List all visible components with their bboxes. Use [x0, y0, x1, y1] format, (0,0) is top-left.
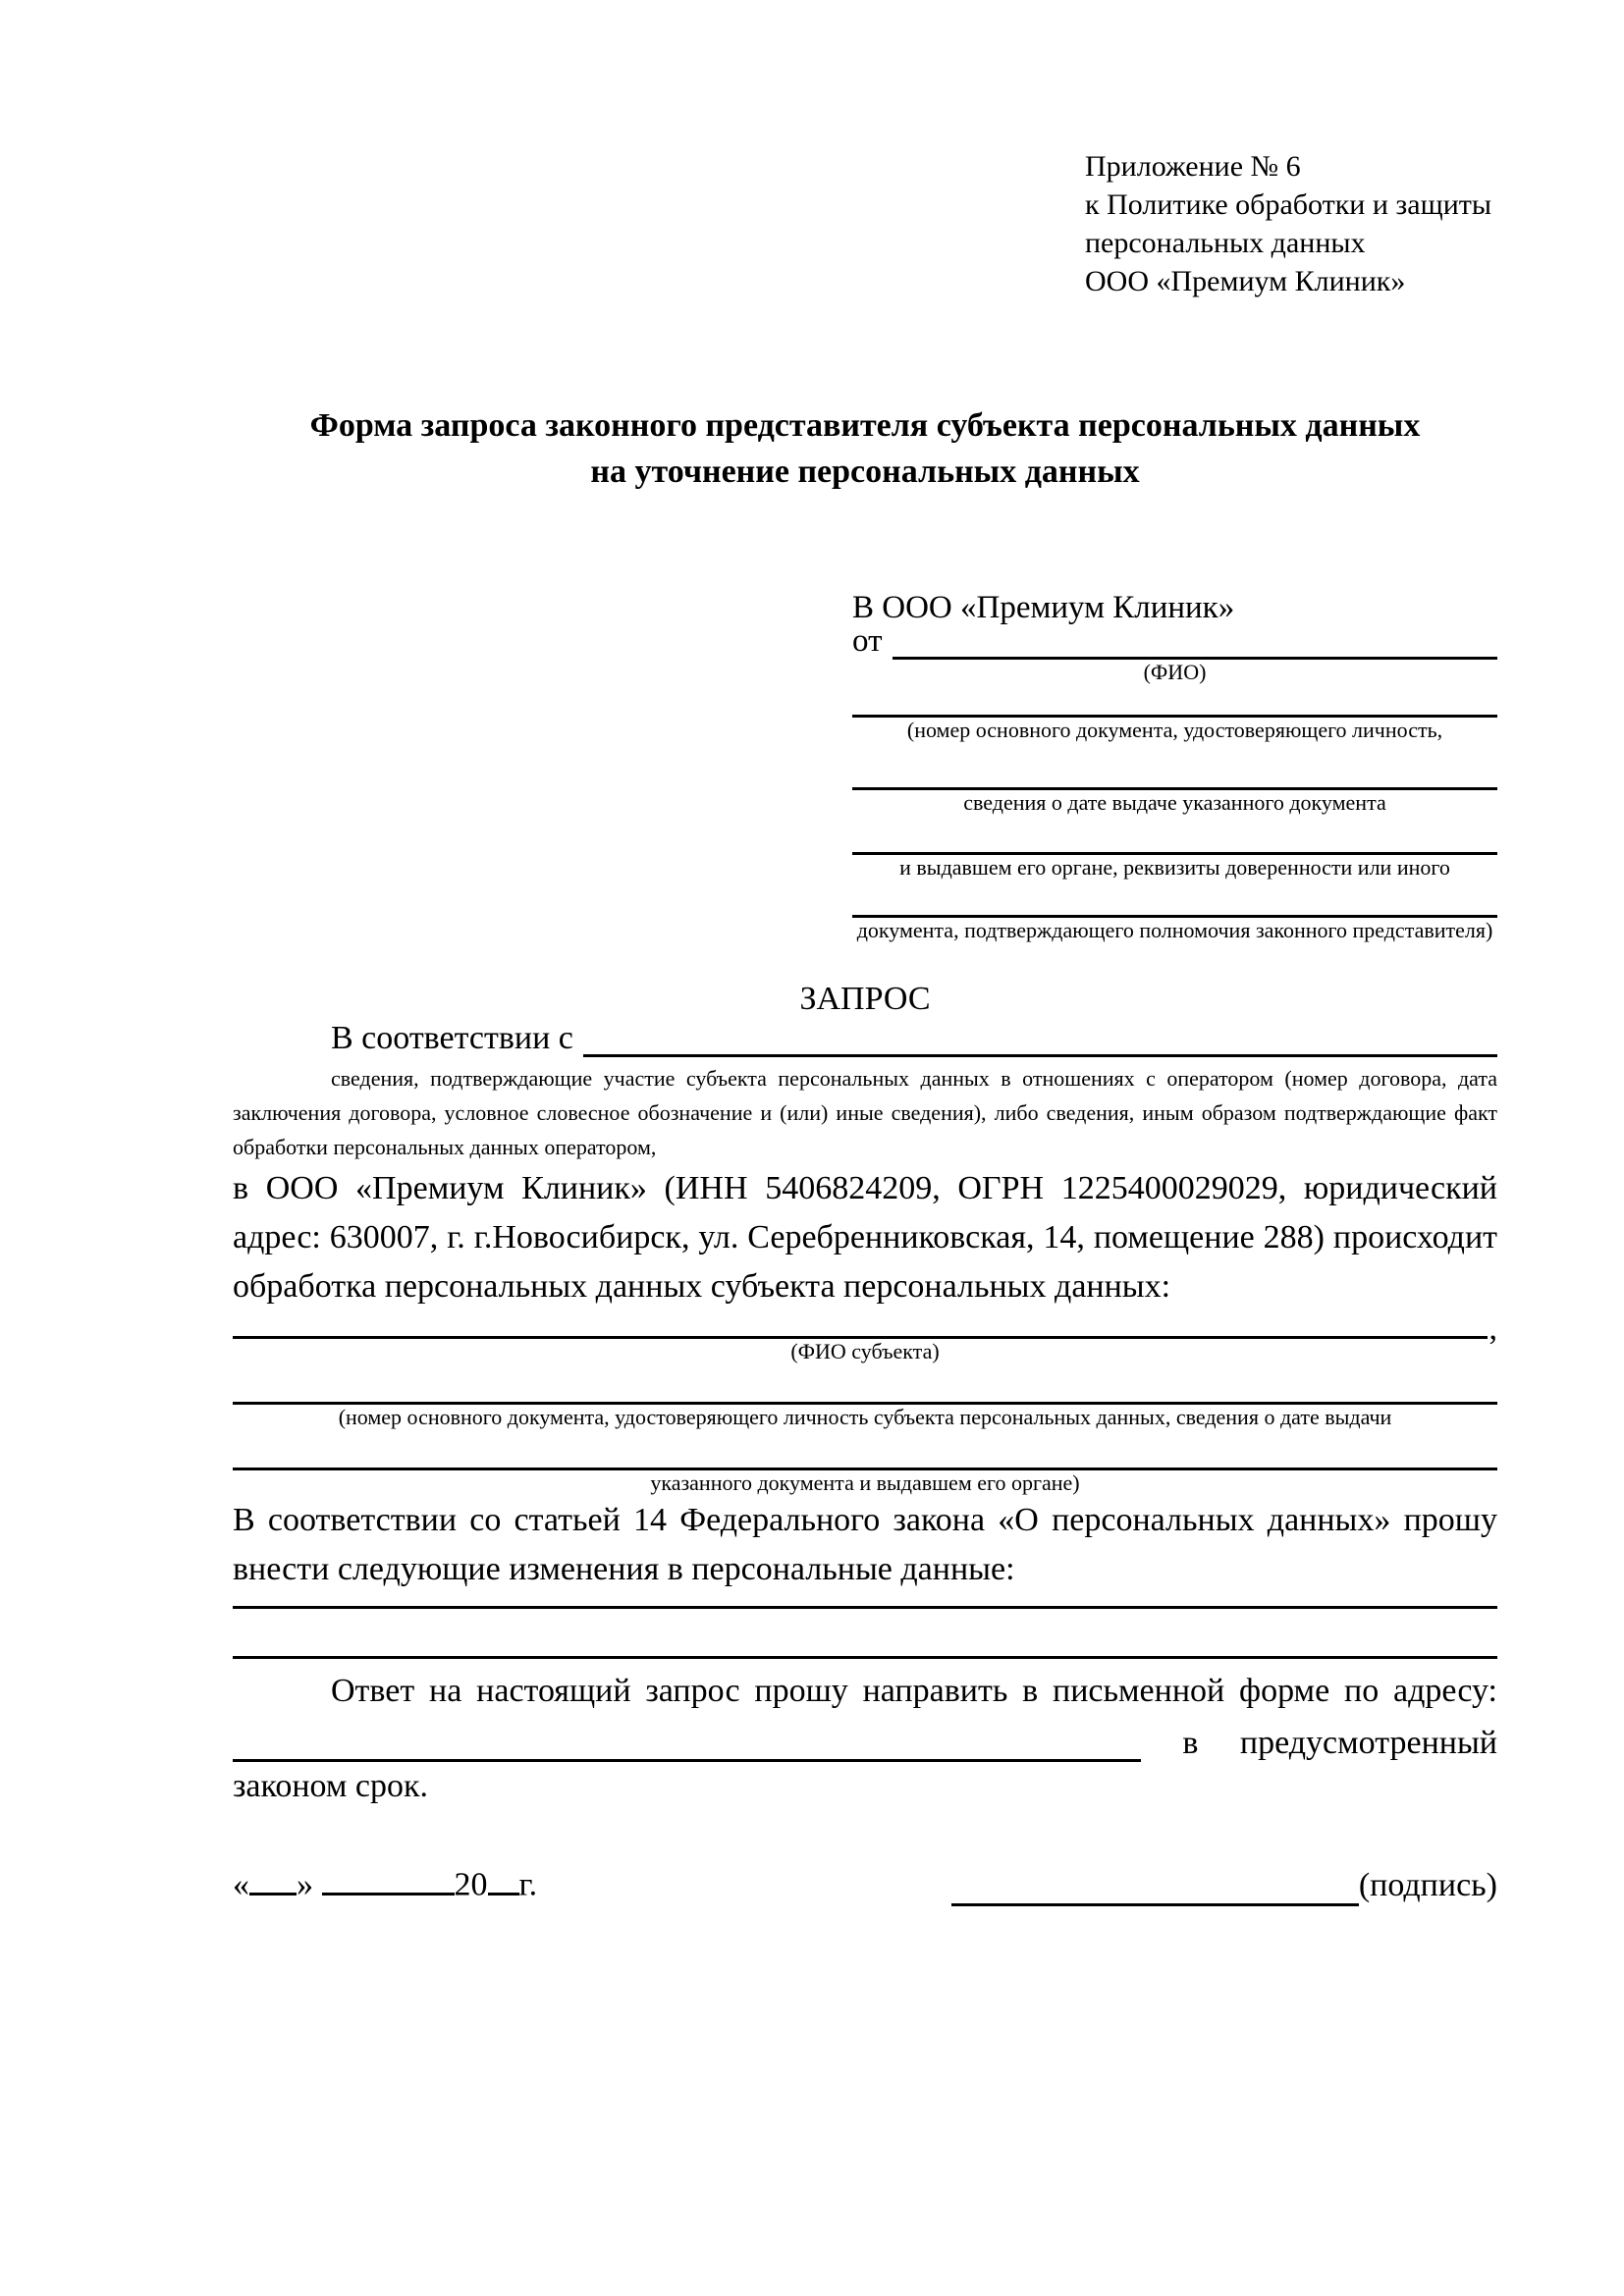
footnote-text: сведения, подтверждающие участие субъекта персональных данных в отношениях с оператором (номер договора, дата заключения договора, условное словесное обозначение и (или) иные сведения), либо сведения, иным образом подтверждающие факт обработки персональных данных оператором, — [233, 1066, 1497, 1159]
date-year-suffix: г. — [518, 1866, 538, 1903]
intro-blank-line — [583, 1054, 1497, 1057]
caption-issuing-authority: и выдавшем его органе, реквизиты доверенности или иного — [899, 855, 1450, 880]
addressee-block — [852, 587, 1497, 943]
article-paragraph: В соответствии со статьей 14 Федерального закона «О персональных данных» прошу внести следующие изменения в персональные данные: — [233, 1502, 1497, 1587]
subject-doc-blank-line-2 — [233, 1430, 1497, 1470]
from-row — [852, 623, 1497, 660]
date-signature-row — [233, 1862, 1497, 1906]
changes-blank-line-2 — [233, 1609, 1497, 1659]
signature-blank-line — [951, 1874, 1359, 1906]
intro-label: В соответствии с — [331, 1020, 573, 1056]
appendix-note — [1085, 147, 1497, 300]
blank-line-issue-date — [852, 743, 1497, 790]
appendix-line-4: ООО «Премиум Клиник» — [1085, 265, 1406, 297]
operator-paragraph: в ООО «Премиум Клиник» (ИНН 5406824209, ОГРН 1225400029029, юридический адрес: 630007, г. г.Новосибирск, ул. Серебренниковская, 14, помещение 288) происходит обработка персональных данных субъекта персональных данных: — [233, 1170, 1497, 1305]
appendix-line-2: к Политике обработки и защиты — [1085, 188, 1492, 221]
caption-subject-fio: (ФИО субъекта) — [790, 1339, 940, 1363]
title-line-2: на уточнение персональных данных — [590, 454, 1140, 490]
answer-word-predusmotrenny: предусмотренный — [1239, 1725, 1497, 1761]
blank-line-issuing-authority — [852, 816, 1497, 855]
appendix-line-1: Приложение № 6 — [1085, 150, 1301, 183]
intro-row — [233, 1022, 1497, 1057]
answer-address-blank-line — [233, 1730, 1141, 1762]
date-line — [233, 1862, 537, 1906]
date-open-quote: « — [233, 1866, 249, 1903]
blank-line-doc-number — [852, 685, 1497, 718]
subject-doc-blank-line-1 — [233, 1364, 1497, 1405]
appendix-line-3: персональных данных — [1085, 227, 1366, 259]
blank-line-authority-doc — [852, 881, 1497, 918]
subject-comma: , — [1489, 1310, 1497, 1347]
signature-caption: (подпись) — [1358, 1866, 1497, 1903]
request-heading: ЗАПРОС — [799, 981, 931, 1017]
from-label: от — [852, 623, 883, 659]
title-line-1: Форма запроса законного представителя субъекта персональных данных — [309, 407, 1421, 444]
answer-line-3: законом срок. — [233, 1768, 428, 1804]
addressee-org: В ООО «Премиум Клиник» — [852, 590, 1235, 625]
answer-line-2 — [233, 1716, 1497, 1762]
subject-fio-row — [233, 1310, 1497, 1347]
date-close-quote: » — [297, 1866, 313, 1903]
caption-doc-number: (номер основного документа, удостоверяющего личность, — [906, 718, 1443, 742]
caption-issue-date: сведения о дате выдаче указанного документа — [963, 790, 1386, 815]
answer-word-v: в — [1182, 1725, 1199, 1761]
answer-line-1: Ответ на настоящий запрос прошу направить в письменной форме по адресу: — [331, 1673, 1497, 1709]
date-year-blank — [488, 1862, 519, 1896]
caption-authority-doc: документа, подтверждающего полномочия законного представителя) — [856, 918, 1493, 942]
caption-subject-doc-1: (номер основного документа, удостоверяющего личность субъекта персональных данных, сведения о дате выдачи — [338, 1405, 1392, 1429]
date-month-blank — [322, 1862, 455, 1896]
caption-subject-doc-2: указанного документа и выдавшем его органе) — [650, 1470, 1080, 1495]
date-day-blank — [249, 1862, 297, 1896]
caption-fio: (ФИО) — [1143, 660, 1207, 684]
date-year: 20 — [454, 1866, 488, 1903]
document-title — [233, 402, 1497, 495]
signature-line — [951, 1865, 1497, 1906]
